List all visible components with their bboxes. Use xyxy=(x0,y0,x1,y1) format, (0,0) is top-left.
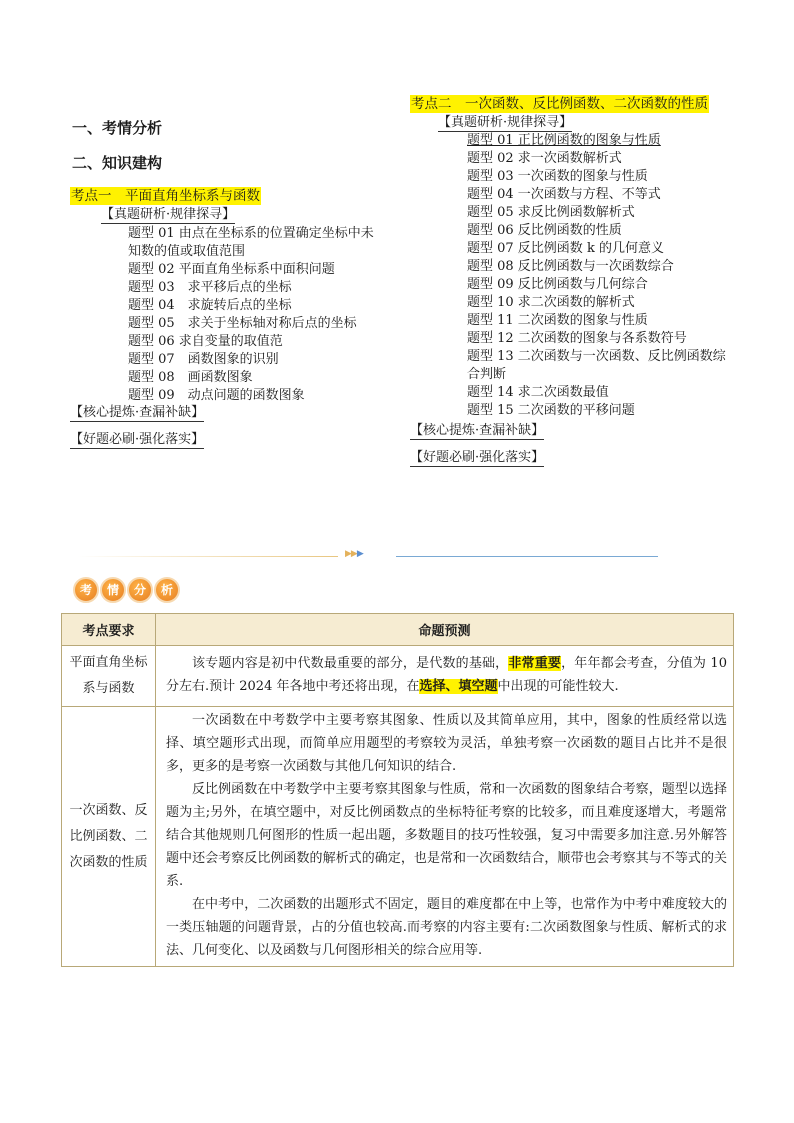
list-item[interactable]: 题型 08 画函数图象 xyxy=(128,370,253,385)
list-item[interactable]: 题型 01 正比例函数的图象与性质 xyxy=(467,133,661,148)
column-header-prediction: 命题预测 xyxy=(156,614,734,646)
list-item[interactable]: 题型 04 一次函数与方程、不等式 xyxy=(467,187,661,202)
prediction-cell xyxy=(156,707,734,967)
point1-core-link[interactable] xyxy=(70,405,204,422)
list-item[interactable]: 题型 11 二次函数的图象与性质 xyxy=(467,313,648,328)
point2-practice-link[interactable] xyxy=(410,450,544,467)
divider-line-left xyxy=(78,556,338,557)
badge-char: 分 xyxy=(127,577,153,603)
list-item[interactable]: 题型 05 求关于坐标轴对称后点的坐标 xyxy=(128,316,357,331)
list-item[interactable]: 题型 07 函数图象的识别 xyxy=(128,352,279,367)
list-item[interactable]: 题型 12 二次函数的图象与各系数符号 xyxy=(467,331,687,346)
highlight-question-type: 选择、填空题 xyxy=(419,679,498,694)
list-item[interactable]: 题型 10 求二次函数的解析式 xyxy=(467,295,635,310)
point2-research-link[interactable] xyxy=(438,115,572,132)
badge-char: 考 xyxy=(73,577,99,603)
divider-line-right xyxy=(396,556,658,557)
section-badge-analysis xyxy=(73,577,180,603)
prediction-paragraph: 该专题内容是初中代数最重要的部分，是代数的基础，非常重要，年年都会考查，分值为 10 分左右.预计 2024 年各地中考还将出现，在选择、填空题中出现的可能性较大. xyxy=(166,656,727,694)
point2-title[interactable]: 考点二 一次函数、反比例函数、二次函数的性质 xyxy=(411,96,708,112)
list-item[interactable]: 题型 01 由点在坐标系的位置确定坐标中未知数的值或取值范围 xyxy=(128,226,374,259)
point2-list xyxy=(467,132,727,420)
list-item[interactable]: 题型 03 一次函数的图象与性质 xyxy=(467,169,648,184)
point1-practice-label: 【好题必刷·强化落实】 xyxy=(70,432,205,447)
table-row xyxy=(62,646,734,707)
prediction-paragraph: 在中考中，二次函数的出题形式不固定，题目的难度都在中上等，也常作为中考中难度较大的一类压轴题的问题背景，占的分值也较高.而考察的内容主要有:二次函数图象与性质、解析式的求法、几何变化、以及函数与几何图形相关的综合应用等. xyxy=(166,897,727,958)
prediction-cell xyxy=(156,646,734,707)
point1-research-label: 【真题研析·规律探寻】 xyxy=(101,207,236,222)
list-item[interactable]: 题型 02 求一次函数解析式 xyxy=(467,151,622,166)
point1-practice-link[interactable] xyxy=(70,432,204,449)
list-item[interactable]: 题型 06 求自变量的取值范 xyxy=(128,334,283,349)
point1-list xyxy=(128,225,386,405)
table-row xyxy=(62,707,734,967)
point2-practice-label: 【好题必刷·强化落实】 xyxy=(410,450,545,465)
list-item[interactable]: 题型 07 反比例函数 k 的几何意义 xyxy=(467,241,664,256)
point1-research-link[interactable] xyxy=(101,207,235,224)
table-header-row xyxy=(62,614,734,646)
point2-core-label: 【核心提炼·查漏补缺】 xyxy=(410,423,545,438)
list-item[interactable]: 题型 03 求平移后点的坐标 xyxy=(128,280,292,295)
requirement-cell: 平面直角坐标系与函数 xyxy=(62,646,156,707)
point2-research-label: 【真题研析·规律探寻】 xyxy=(438,115,573,130)
exam-analysis-table xyxy=(61,613,734,967)
list-item[interactable]: 题型 09 动点问题的函数图象 xyxy=(128,388,305,403)
badge-char: 情 xyxy=(100,577,126,603)
list-item[interactable]: 题型 04 求旋转后点的坐标 xyxy=(128,298,292,313)
prediction-paragraph: 反比例函数在中考数学中主要考察其图象与性质，常和一次函数的图象结合考察，题型以选择题为主;另外，在填空题中，对反比例函数点的坐标特征考察的比较多，而且难度逐增大，考题常结合其他规则几何图形的性质一起出题，多数题目的技巧性较强，复习中需要多加注意.另外解答题中还会考察反比例函数的解析式的确定，也是常和一次函数结合，顺带也会考察其与不等式的关系. xyxy=(166,782,727,889)
list-item[interactable]: 题型 06 反比例函数的性质 xyxy=(467,223,622,238)
point1-title[interactable]: 考点一 平面直角坐标系与函数 xyxy=(71,188,260,204)
list-item[interactable]: 题型 14 求二次函数最值 xyxy=(467,385,609,400)
prediction-paragraph: 一次函数在中考数学中主要考察其图象、性质以及其简单应用，其中，图象的性质经常以选择、填空题形式出现，而简单应用题型的考察较为灵活，单独考察一次函数的题目占比并不是很多，更多的是考察一次函数与其他几何知识的结合. xyxy=(166,713,727,774)
point2-core-link[interactable] xyxy=(410,423,544,440)
list-item[interactable]: 题型 09 反比例函数与几何综合 xyxy=(467,277,648,292)
badge-char: 析 xyxy=(154,577,180,603)
arrow-divider-icon: ▶▶▶ xyxy=(345,549,363,559)
column-header-requirement: 考点要求 xyxy=(62,614,156,646)
list-item[interactable]: 题型 05 求反比例函数解析式 xyxy=(467,205,635,220)
highlight-important: 非常重要 xyxy=(508,656,562,671)
list-item[interactable]: 题型 02 平面直角坐标系中面积问题 xyxy=(128,262,335,277)
point1-core-label: 【核心提炼·查漏补缺】 xyxy=(70,405,205,420)
list-item[interactable]: 题型 13 二次函数与一次函数、反比例函数综合判断 xyxy=(467,349,726,382)
list-item[interactable]: 题型 15 二次函数的平移问题 xyxy=(467,403,635,418)
list-item[interactable]: 题型 08 反比例函数与一次函数综合 xyxy=(467,259,674,274)
section-heading-analysis: 一、考情分析 xyxy=(72,119,163,137)
section-heading-structure: 二、知识建构 xyxy=(72,154,163,172)
requirement-cell: 一次函数、反比例函数、二次函数的性质 xyxy=(62,707,156,967)
